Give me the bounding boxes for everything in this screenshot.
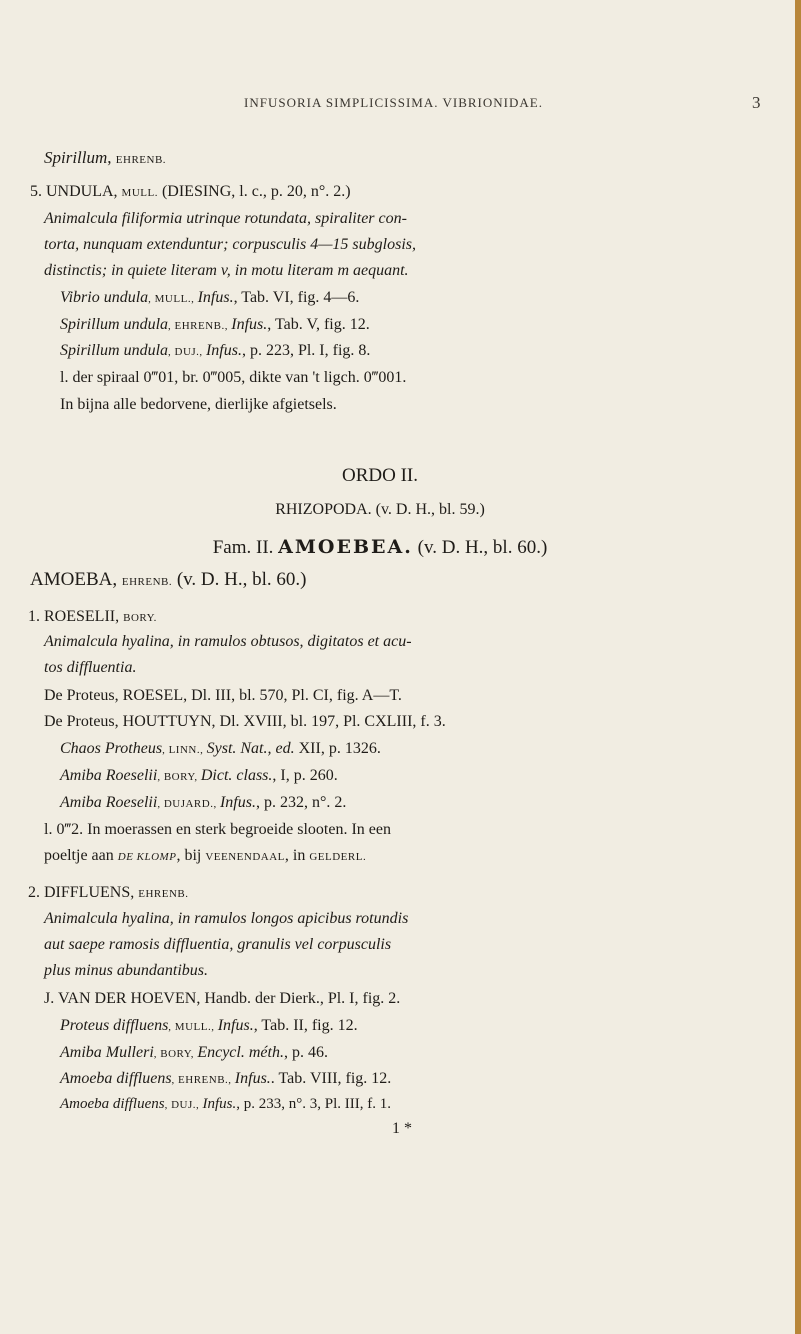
diagnosis-line-1: Animalcula hyalina, in ramulos obtusos, digitatos et acu- [44,633,412,650]
reference-line: De Proteus, ROESEL, Dl. III, bl. 570, Pl. CI, fig. A—T. [44,687,402,704]
genus-heading: AMOEBA, EHRENB. (v. D. H., bl. 60.) [30,569,307,590]
diagnosis-line-3: distinctis; in quiete literam v, in motu literam m aequant. [44,262,409,279]
synonym-line: Proteus diffluens, MULL., Infus., Tab. II, fig. 12. [60,1017,358,1034]
measurement-line: l. der spiraal 0‴01, br. 0‴005, dikte van 't ligch. 0‴001. [60,369,407,386]
reference-line: De Proteus, HOUTTUYN, Dl. XVIII, bl. 197, Pl. CXLIII, f. 3. [44,713,446,730]
synonym-line: Amoeba diffluens, EHRENB., Infus.. Tab. VIII, fig. 12. [60,1070,392,1087]
page-number: 3 [752,93,761,112]
synonym-line: Amiba Roeselii, DUJARD., Infus., p. 232, n°. 2. [60,794,347,811]
synonym-line: Amiba Roeselii, BORY, Dict. class., I, p. 260. [60,767,338,784]
reference-line: J. VAN DER HOEVEN, Handb. der Dierk., Pl. I, fig. 2. [44,990,401,1007]
measurement-line: l. 0‴2. In moerassen en sterk begroeide slooten. In een [44,821,391,838]
running-header: INFUSORIA SIMPLICISSIMA. VIBRIONIDAE. [244,95,543,110]
diagnosis-line-2: torta, nunquam extenduntur; corpusculis 4—15 subglosis, [44,236,416,253]
signature-mark: 1 * [392,1120,412,1137]
diagnosis-line-3: plus minus abundantibus. [44,962,209,979]
synonym-line: Amiba Mulleri, BORY, Encycl. méth., p. 46. [60,1044,328,1061]
order-heading: ORDO II. [342,465,418,486]
species-line: 1. ROESELII, BORY. [28,608,157,625]
diagnosis-line-2: tos diffluentia. [44,659,137,676]
locality-line: poeltje aan DE KLOMP, bij VEENENDAAL, in GELDERL. [44,847,367,864]
page-edge [795,0,801,1334]
synonym-line: Amoeba diffluens, DUJ., Infus., p. 233, n°. 3, Pl. III, f. 1. [60,1096,391,1112]
genus-heading: Spirillum, EHRENB. [44,148,167,167]
order-name: RHIZOPODA. (v. D. H., bl. 59.) [275,501,485,518]
diagnosis-line-2: aut saepe ramosis diffluentia, granulis vel corpusculis [44,936,392,953]
synonym-line: Chaos Protheus, LINN., Syst. Nat., ed. XII, p. 1326. [60,740,381,757]
species-line: 2. DIFFLUENS, EHRENB. [28,884,189,901]
synonym-line: Spirillum undula, EHRENB., Infus., Tab. V, fig. 12. [60,316,370,333]
habitat-line: In bijna alle bedorvene, dierlijke afgietsels. [60,396,337,413]
species-line: 5. UNDULA, MULL. (DIESING, l. c., p. 20, n°. 2.) [30,183,351,200]
diagnosis-line-1: Animalcula hyalina, in ramulos longos apicibus rotundis [44,910,409,927]
diagnosis-line-1: Animalcula filiformia utrinque rotundata, spiraliter con- [44,210,407,227]
family-heading: Fam. II. AMOEBEA. (v. D. H., bl. 60.) [212,536,548,558]
synonym-line: Spirillum undula, DUJ., Infus., p. 223, Pl. I, fig. 8. [60,342,371,359]
synonym-line: Vibrio undula, MULL., Infus., Tab. VI, fig. 4—6. [60,289,360,306]
